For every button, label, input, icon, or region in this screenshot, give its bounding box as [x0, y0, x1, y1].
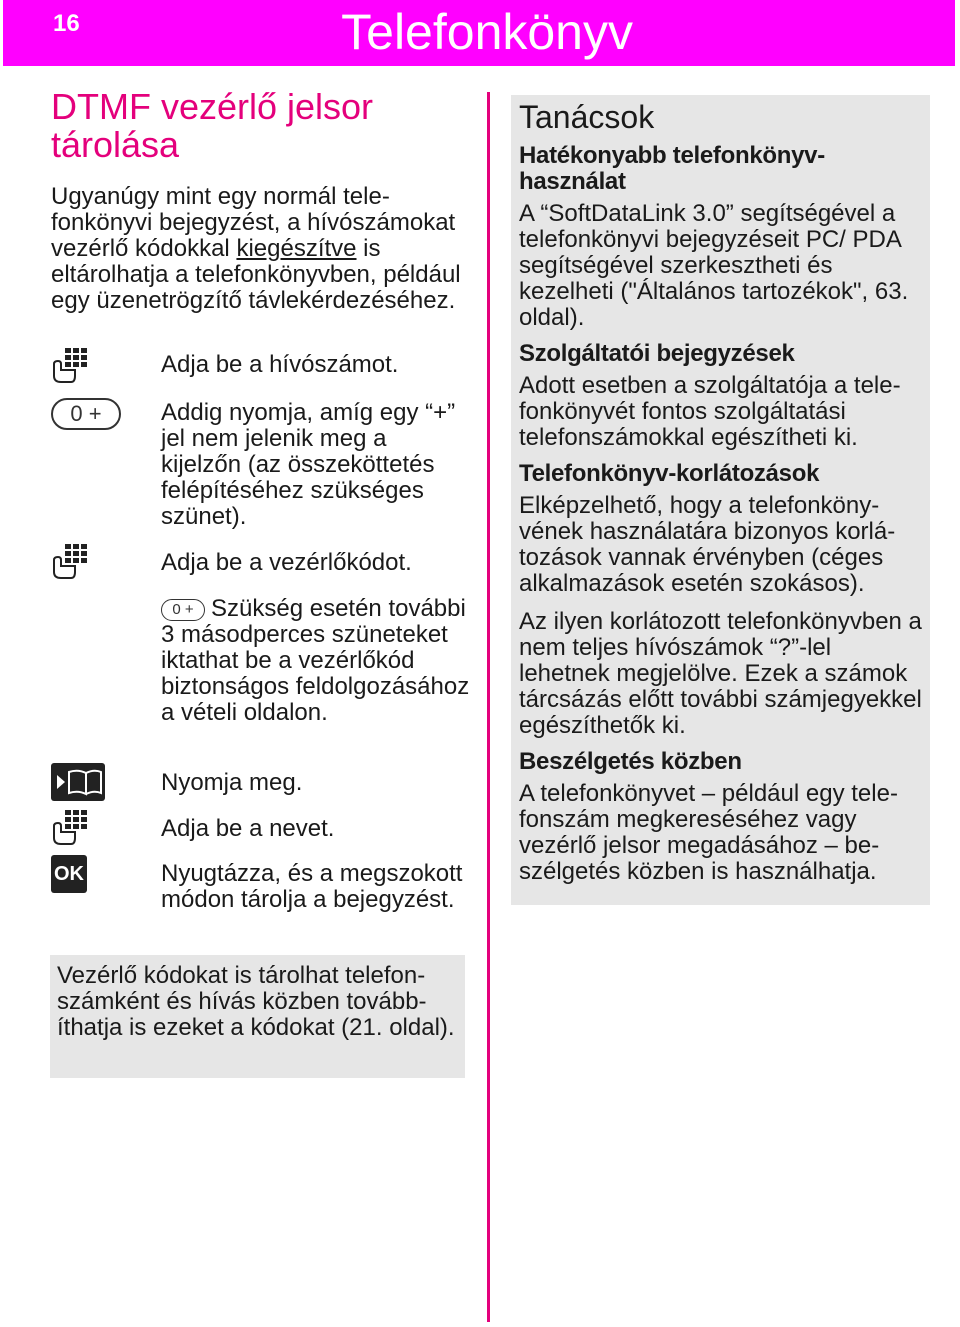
note-box: [50, 955, 465, 1078]
step-text: Adja be a vezérlőkódot.: [161, 549, 412, 576]
step-text-with-key: [161, 596, 471, 726]
zero-plus-key-icon: 0 +: [161, 599, 205, 621]
step-text: Addig nyomja, amíg egy “+” jel nem jelenik meg a kijelzőn (az összeköttetés felépítéséhez szükséges szünet).: [161, 399, 456, 530]
phonebook-key-icon: [51, 763, 105, 806]
tips-box: [511, 95, 930, 905]
keypad-icon: [51, 542, 89, 585]
tip-heading: Beszélgetés közben: [519, 748, 742, 775]
ok-key-icon: OK: [51, 855, 87, 893]
step-text: Szükség esetén további 3 másodperces szüneteket iktathat be a vezérlőkód biztonságos feldolgozásához a vételi oldalon.: [161, 595, 470, 726]
tip-heading: Telefonkönyv-korlátozások: [519, 460, 820, 487]
intro-text-start: Ugyanúgy mint egy normál telefonkönyvi bejegyzést, a hívószámokat vezérlő kódokkal: [51, 183, 456, 262]
intro-text-end: is eltárolhatja a telefonkönyvben, például egy üzenetrögzítő távlekérdezéséhez.: [51, 235, 461, 314]
page-number: 16: [53, 10, 80, 37]
tips-title: Tanácsok: [519, 99, 655, 135]
section-intro: [51, 88, 471, 314]
step-text: Nyomja meg.: [161, 769, 303, 796]
page-header: [3, 0, 955, 66]
step-text: Nyugtázza, és a megszokott módon tárolja a bejegyzést.: [161, 860, 463, 913]
tip-body: Elképzelhető, hogy a telefonkönyvének használatára bizonyos korlátozások vannak érvényben (céges alkalmazások esetén szokásos).: [519, 492, 896, 597]
step-text: Adja be a hívószámot.: [161, 351, 399, 378]
keypad-icon: [51, 808, 89, 851]
zero-plus-key-icon: 0 +: [51, 398, 121, 430]
section-title: DTMF vezérlő jelsor tárolása: [51, 86, 374, 165]
tip-body: A telefonkönyvet – például egy telefonszám megkereséséhez vagy vezérlő jelsor megadásához – beszélgetés közben is használhatja.: [519, 780, 898, 885]
column-divider: [487, 92, 490, 1322]
tip-body: A “SoftDataLink 3.0” segítségével a telefonkönyvi bejegyzéseit PC/ PDA segítségével szerkesztheti és kezelheti ("Általános tartozékok", 63. oldal).: [519, 200, 909, 331]
step-text: Adja be a nevet.: [161, 815, 335, 842]
tip-body: Az ilyen korlátozott telefonkönyvben a nem teljes hívószámok “?”-lel lehetnek megjelölve. Ezek a számok tárcsázás előtt további számjegyekkel egészíthetők ki.: [519, 608, 922, 739]
intro-paragraph: [51, 184, 471, 314]
intro-link-kiegeszitve[interactable]: kiegészítve: [236, 235, 357, 262]
chapter-title: Telefonkönyv: [341, 4, 633, 60]
keypad-icon: [51, 346, 89, 389]
note-text: Vezérlő kódokat is tárolhat telefonszámként és hívás közben továbbíthatja is ezeket a kódokat (21. oldal).: [57, 962, 455, 1041]
tip-body: Adott esetben a szolgáltatója a telefonkönyvét fontos szolgáltatási telefonszámokkal egészítheti ki.: [519, 372, 901, 451]
tip-heading: Szolgáltatói bejegyzések: [519, 340, 795, 367]
tip-heading: Hatékonyabb telefonkönyv-használat: [519, 142, 825, 195]
